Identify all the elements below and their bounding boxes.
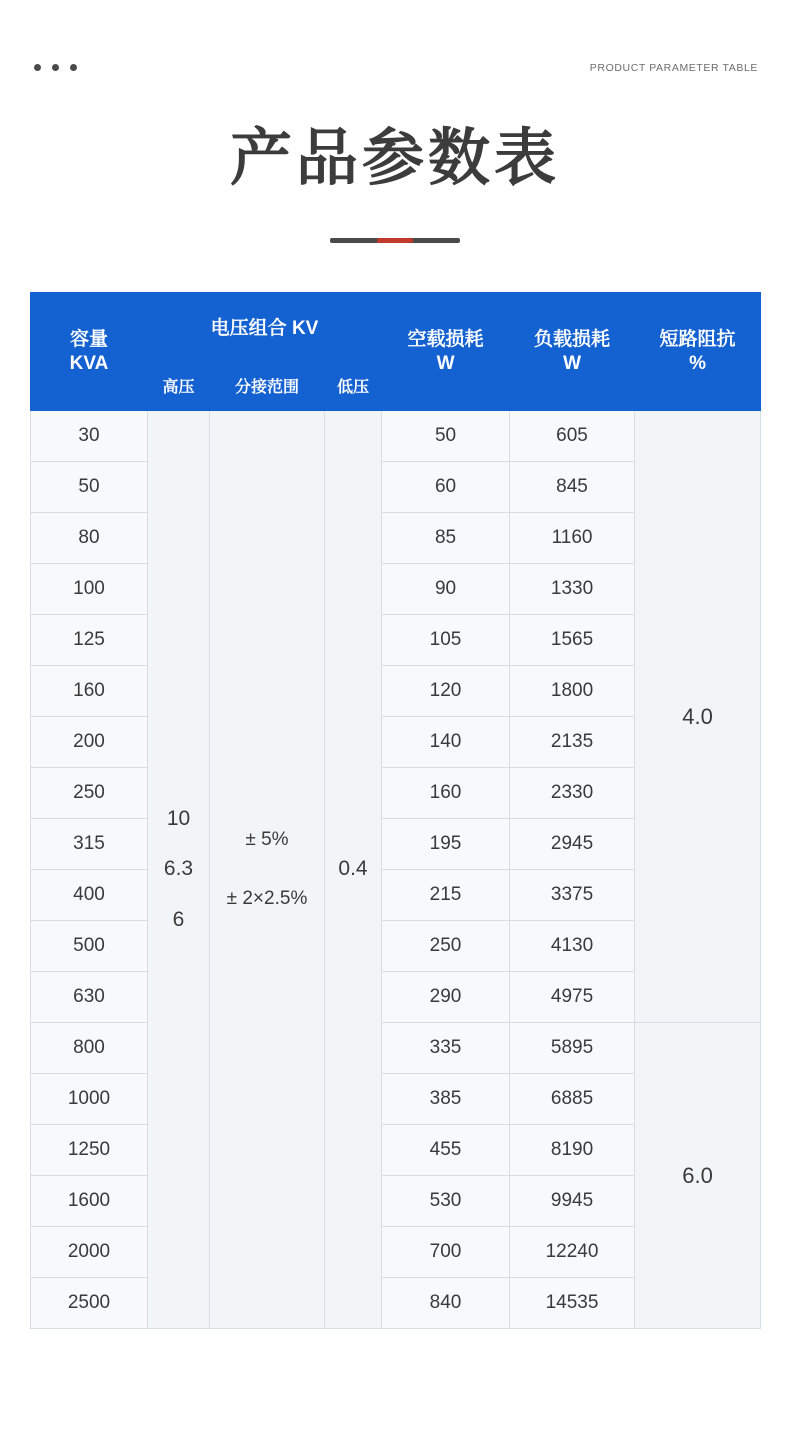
cell-load-loss: 845	[510, 462, 635, 513]
cell-load-loss: 14535	[510, 1278, 635, 1329]
cell-load-loss: 5895	[510, 1023, 635, 1074]
cell-no-load-loss: 85	[382, 513, 510, 564]
hv-value-3: 6	[172, 907, 185, 931]
header-no-load-loss	[382, 293, 510, 411]
cell-no-load-loss: 455	[382, 1125, 510, 1176]
cell-capacity: 250	[31, 768, 148, 819]
dot-icon	[52, 64, 59, 71]
cell-load-loss: 4975	[510, 972, 635, 1023]
cell-capacity: 2500	[31, 1278, 148, 1329]
header-no-load-loss-line2: W	[436, 352, 455, 374]
header-load-loss-line2: W	[563, 352, 581, 374]
header-load-loss	[510, 293, 635, 411]
header-hv: 高压	[148, 366, 210, 411]
header-load-loss-line1: 负载损耗	[534, 328, 611, 350]
cell-no-load-loss: 700	[382, 1227, 510, 1278]
tap-value-2: ± 2×2.5%	[226, 887, 308, 909]
cell-no-load-loss: 215	[382, 870, 510, 921]
header-no-load-loss-line1: 空载损耗	[407, 328, 484, 350]
dot-icon	[34, 64, 41, 71]
cell-load-loss: 1330	[510, 564, 635, 615]
cell-capacity: 315	[31, 819, 148, 870]
cell-no-load-loss: 120	[382, 666, 510, 717]
table-row	[31, 411, 761, 462]
cell-load-loss: 4130	[510, 921, 635, 972]
cell-impedance-2: 6.0	[635, 1023, 761, 1329]
cell-load-loss: 6885	[510, 1074, 635, 1125]
cell-load-loss: 8190	[510, 1125, 635, 1176]
cell-capacity: 2000	[31, 1227, 148, 1278]
decorative-dots	[34, 64, 77, 71]
cell-no-load-loss: 60	[382, 462, 510, 513]
cell-no-load-loss: 840	[382, 1278, 510, 1329]
header-capacity-line1: 容量	[69, 328, 108, 350]
cell-capacity: 1000	[31, 1074, 148, 1125]
cell-load-loss: 3375	[510, 870, 635, 921]
cell-capacity: 800	[31, 1023, 148, 1074]
cell-capacity: 160	[31, 666, 148, 717]
cell-no-load-loss: 195	[382, 819, 510, 870]
tap-value-1: ± 5%	[245, 828, 289, 850]
hv-value-1: 10	[166, 806, 191, 830]
cell-load-loss: 12240	[510, 1227, 635, 1278]
cell-capacity: 80	[31, 513, 148, 564]
cell-no-load-loss: 50	[382, 411, 510, 462]
cell-no-load-loss: 385	[382, 1074, 510, 1125]
cell-load-loss: 2330	[510, 768, 635, 819]
cell-capacity: 630	[31, 972, 148, 1023]
cell-no-load-loss: 530	[382, 1176, 510, 1227]
cell-load-loss: 605	[510, 411, 635, 462]
cell-impedance-1: 4.0	[635, 411, 761, 1023]
cell-no-load-loss: 335	[382, 1023, 510, 1074]
cell-capacity: 100	[31, 564, 148, 615]
cell-capacity: 200	[31, 717, 148, 768]
table-body	[31, 411, 761, 1329]
eyebrow-text: PRODUCT PARAMETER TABLE	[589, 62, 758, 74]
cell-lv-value: 0.4	[325, 411, 382, 1329]
page-header	[0, 56, 790, 88]
cell-no-load-loss: 250	[382, 921, 510, 972]
page-title: 产品参数表	[229, 121, 560, 194]
header-lv: 低压	[325, 366, 382, 411]
parameter-table-wrapper	[30, 292, 760, 1329]
header-voltage-group: 电压组合 KV	[148, 293, 382, 366]
table-head	[31, 293, 761, 411]
parameter-table	[30, 292, 761, 1329]
cell-load-loss: 2135	[510, 717, 635, 768]
header-impedance-line1: 短路阻抗	[659, 328, 736, 350]
cell-hv-values	[148, 411, 210, 1329]
cell-no-load-loss: 90	[382, 564, 510, 615]
cell-capacity: 500	[31, 921, 148, 972]
header-impedance	[635, 293, 761, 411]
cell-no-load-loss: 290	[382, 972, 510, 1023]
cell-tap-range-values	[210, 411, 325, 1329]
cell-capacity: 1600	[31, 1176, 148, 1227]
cell-no-load-loss: 160	[382, 768, 510, 819]
title-divider	[330, 238, 460, 243]
cell-load-loss: 2945	[510, 819, 635, 870]
cell-capacity: 30	[31, 411, 148, 462]
cell-no-load-loss: 105	[382, 615, 510, 666]
table-header-row-1	[31, 293, 761, 366]
cell-load-loss: 9945	[510, 1176, 635, 1227]
header-tap-range: 分接范围	[210, 366, 325, 411]
table-row	[31, 1023, 761, 1074]
dot-icon	[70, 64, 77, 71]
cell-capacity: 400	[31, 870, 148, 921]
cell-capacity: 1250	[31, 1125, 148, 1176]
cell-no-load-loss: 140	[382, 717, 510, 768]
hv-value-2: 6.3	[163, 857, 194, 881]
cell-load-loss: 1565	[510, 615, 635, 666]
header-impedance-line2: %	[689, 352, 706, 374]
cell-load-loss: 1800	[510, 666, 635, 717]
cell-load-loss: 1160	[510, 513, 635, 564]
cell-capacity: 50	[31, 462, 148, 513]
header-capacity	[31, 293, 148, 411]
cell-capacity: 125	[31, 615, 148, 666]
header-capacity-line2: KVA	[69, 352, 109, 374]
